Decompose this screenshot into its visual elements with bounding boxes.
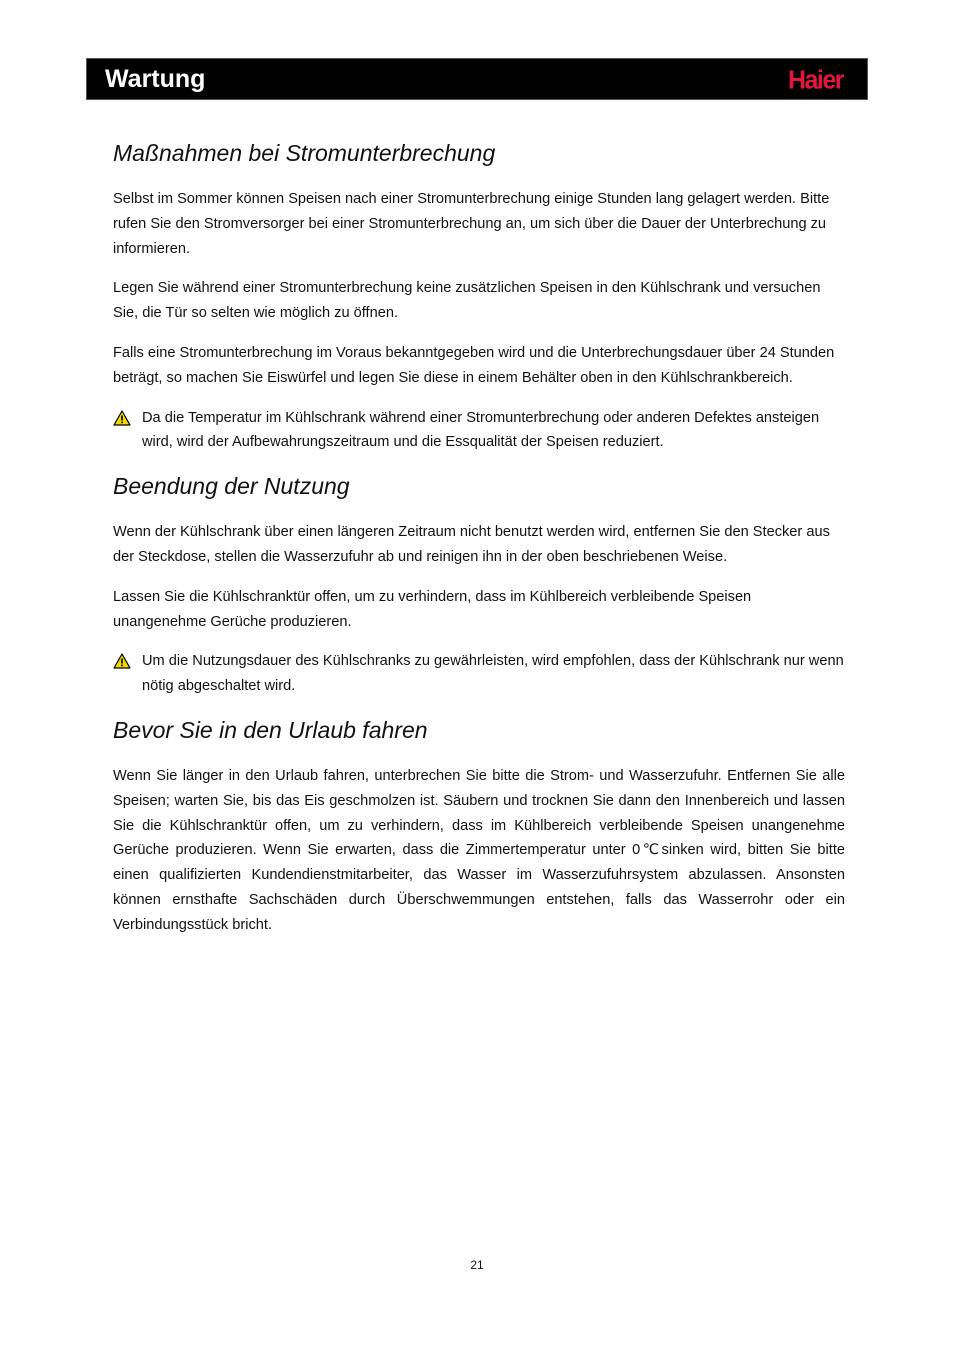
paragraph: Lassen Sie die Kühlschranktür offen, um zu verhindern, dass im Kühlbereich verbleibende Speisen unangenehme Gerüche produzieren. bbox=[113, 588, 752, 630]
main-content bbox=[113, 138, 845, 953]
warning-text: Um die Nutzungsdauer des Kühlschranks zu gewährleisten, wird empfohlen, dass der Kühlschrank nur wenn nötig abgeschaltet wird. bbox=[142, 653, 844, 695]
haier-logo: Haier bbox=[787, 65, 843, 95]
warning-triangle-icon bbox=[113, 410, 131, 426]
paragraph: Wenn Sie länger in den Urlaub fahren, unterbrechen Sie bitte die Strom- und Wasserzufuhr. Entfernen Sie alle Speisen; warten Sie, bis das Eis geschmolzen ist. Säubern und trocknen Sie dann den Innenbereich und lassen Sie die Kühlschranktür offen, um zu verhindern, dass im Kühlbereich verbleibende Speisen unangenehme Gerüche produzieren. Wenn Sie erwarten, dass die Zimmertemperatur unter 0℃sinken wird, bitten Sie bitte einen qualifizierten Kundendienstmitarbeiter, das Wasser im Wasserzufuhrsystem abzulassen. Ansonsten können ernsthafte Sachschäden durch Überschwemmungen entstehen, falls das Wasserrohr oder ein Verbindungsstück bricht. bbox=[113, 767, 845, 933]
page-title: Wartung bbox=[105, 65, 206, 93]
section-power-outage bbox=[113, 138, 845, 455]
section-end-of-use bbox=[113, 471, 845, 699]
warning-note bbox=[113, 406, 845, 456]
warning-triangle-icon bbox=[113, 653, 131, 669]
paragraph: Legen Sie während einer Stromunterbrechung keine zusätzlichen Speisen in den Kühlschrank und versuchen Sie, die Tür so selten wie möglich zu öffnen. bbox=[113, 280, 821, 322]
page-number: 21 bbox=[470, 1258, 484, 1272]
paragraph: Selbst im Sommer können Speisen nach einer Stromunterbrechung einige Stunden lang gelagert werden. Bitte rufen Sie den Stromversorger bei einer Stromunterbrechung an, um sich über die Dauer der Unterbrechung zu informieren. bbox=[113, 191, 830, 257]
header-bar bbox=[86, 58, 868, 100]
section-heading: Beendung der Nutzung bbox=[113, 473, 350, 500]
section-heading: Bevor Sie in den Urlaub fahren bbox=[113, 716, 428, 743]
section-heading: Maßnahmen bei Stromunterbrechung bbox=[113, 140, 496, 166]
warning-note bbox=[113, 649, 845, 699]
warning-text: Da die Temperatur im Kühlschrank während einer Stromunterbrechung oder anderen Defektes ansteigen wird, wird der Aufbewahrungszeitraum und die Essqualität der Speisen reduziert. bbox=[142, 409, 820, 451]
paragraph: Falls eine Stromunterbrechung im Voraus bekanntgegeben wird und die Unterbrechungsdauer über 24 Stunden beträgt, so machen Sie Eiswürfel und legen Sie diese in einem Behälter oben in den Kühlschrankbereich. bbox=[113, 344, 835, 386]
paragraph: Wenn der Kühlschrank über einen längeren Zeitraum nicht benutzt werden wird, entfernen Sie den Stecker aus der Steckdose, stellen die Wasserzufuhr ab und reinigen ihn in der oben beschriebenen Weise. bbox=[113, 524, 830, 565]
section-vacation bbox=[113, 715, 845, 938]
